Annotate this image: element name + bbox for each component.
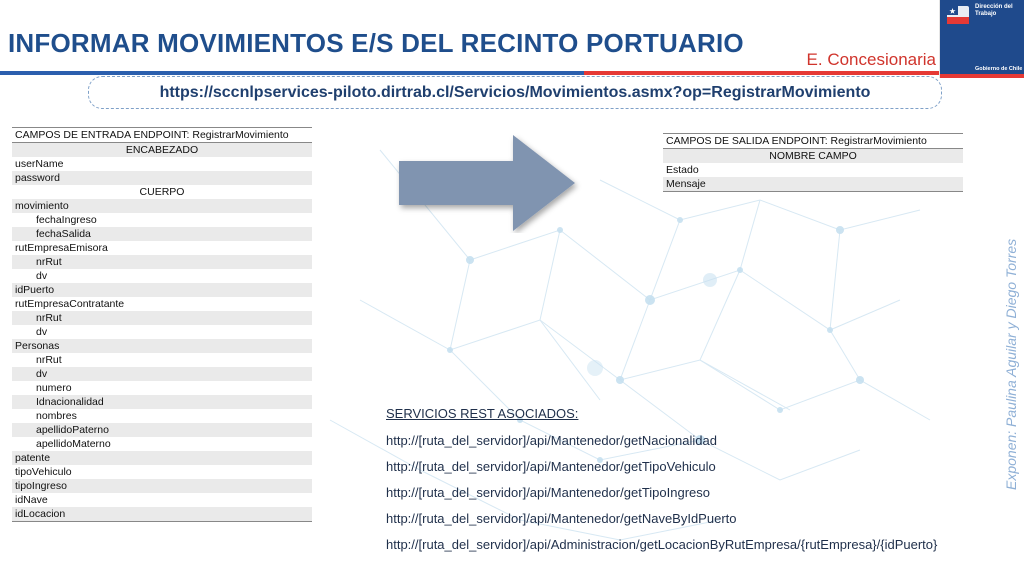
title-underline-red: [584, 71, 940, 75]
field-name-cell: fechaIngreso: [12, 213, 312, 227]
table-row: [12, 493, 312, 507]
input-fields-table: [12, 127, 312, 522]
field-name-cell: tipoVehiculo: [12, 465, 312, 479]
service-link[interactable]: http://[ruta_del_servidor]/api/Mantenedor/getNaveByIdPuerto: [386, 511, 737, 526]
field-name-cell: apellidoMaterno: [12, 437, 312, 451]
table-row: [12, 325, 312, 339]
field-name-cell: nrRut: [12, 353, 312, 367]
field-name-cell: apellidoPaterno: [12, 423, 312, 437]
table-row: [12, 367, 312, 381]
presenters-credit: Exponen: Paulina Aguilar y Diego Torres: [1003, 238, 1019, 490]
table-row: [12, 227, 312, 241]
field-name-cell: idPuerto: [12, 283, 312, 297]
field-name-cell: idLocacion: [12, 507, 312, 522]
table-row: [12, 283, 312, 297]
field-name-cell: dv: [12, 367, 312, 381]
gobierno-logo: [940, 0, 1024, 78]
logo-gov-label: Gobierno de Chile: [975, 66, 1023, 72]
table-row: [12, 199, 312, 213]
logo-org-line2: Trabajo: [975, 11, 997, 17]
field-name-cell: ENCABEZADO: [12, 143, 312, 158]
table-row: [12, 185, 312, 199]
service-link[interactable]: http://[ruta_del_servidor]/api/Administracion/getLocacionByRutEmpresa/{rutEmpresa}/{idPuerto}: [386, 537, 938, 552]
table-row: [12, 353, 312, 367]
table-row: [12, 339, 312, 353]
field-name-cell: Personas: [12, 339, 312, 353]
table-row: [12, 157, 312, 171]
rest-services-section: [386, 406, 937, 563]
input-table-header: CAMPOS DE ENTRADA ENDPOINT: RegistrarMovimiento: [12, 128, 312, 143]
services-heading: SERVICIOS REST ASOCIADOS:: [386, 406, 579, 421]
field-name-cell: password: [12, 171, 312, 185]
table-row: [12, 381, 312, 395]
field-name-cell: patente: [12, 451, 312, 465]
field-name-cell: tipoIngreso: [12, 479, 312, 493]
table-row: [12, 213, 312, 227]
field-name-cell: numero: [12, 381, 312, 395]
service-link[interactable]: http://[ruta_del_servidor]/api/Mantenedor/getNacionalidad: [386, 433, 717, 448]
table-row: [663, 177, 963, 192]
service-link[interactable]: http://[ruta_del_servidor]/api/Mantenedor/getTipoIngreso: [386, 485, 710, 500]
table-row: [12, 437, 312, 451]
field-name-cell: idNave: [12, 493, 312, 507]
endpoint-url-box: [88, 76, 942, 109]
page-title: INFORMAR MOVIMIENTOS E/S DEL RECINTO PORTUARIO: [8, 28, 744, 58]
field-name-cell: nombres: [12, 409, 312, 423]
field-name-cell: NOMBRE CAMPO: [663, 149, 963, 164]
table-row: [12, 507, 312, 522]
table-row: [663, 163, 963, 177]
field-name-cell: movimiento: [12, 199, 312, 213]
table-row: [12, 241, 312, 255]
page-subtitle: E. Concesionaria: [806, 50, 936, 69]
table-row: [663, 149, 963, 164]
table-row: [12, 423, 312, 437]
table-row: [12, 269, 312, 283]
right-arrow-icon: [393, 133, 583, 233]
field-name-cell: nrRut: [12, 311, 312, 325]
endpoint-url[interactable]: https://sccnlpservices-piloto.dirtrab.cl/Servicios/Movimientos.asmx?op=RegistrarMovimiento: [159, 83, 871, 101]
table-row: [12, 479, 312, 493]
field-name-cell: Mensaje: [663, 177, 963, 192]
field-name-cell: nrRut: [12, 255, 312, 269]
field-name-cell: Estado: [663, 163, 963, 177]
field-name-cell: rutEmpresaContratante: [12, 297, 312, 311]
title-underline-blue: [0, 71, 584, 75]
table-row: [12, 451, 312, 465]
output-table-header: CAMPOS DE SALIDA ENDPOINT: RegistrarMovimiento: [663, 134, 963, 149]
field-name-cell: rutEmpresaEmisora: [12, 241, 312, 255]
field-name-cell: Idnacionalidad: [12, 395, 312, 409]
table-row: [12, 297, 312, 311]
table-row: [12, 311, 312, 325]
table-row: [12, 465, 312, 479]
table-row: [12, 171, 312, 185]
table-row: [12, 395, 312, 409]
table-row: [12, 409, 312, 423]
field-name-cell: userName: [12, 157, 312, 171]
coat-of-arms-icon: [945, 4, 971, 26]
field-name-cell: fechaSalida: [12, 227, 312, 241]
field-name-cell: dv: [12, 269, 312, 283]
table-row: [12, 143, 312, 158]
table-row: [12, 255, 312, 269]
field-name-cell: dv: [12, 325, 312, 339]
logo-org-line1: Dirección del: [975, 4, 1013, 10]
service-link[interactable]: http://[ruta_del_servidor]/api/Mantenedor/getTipoVehiculo: [386, 459, 716, 474]
output-fields-table: [663, 133, 963, 192]
field-name-cell: CUERPO: [12, 185, 312, 199]
